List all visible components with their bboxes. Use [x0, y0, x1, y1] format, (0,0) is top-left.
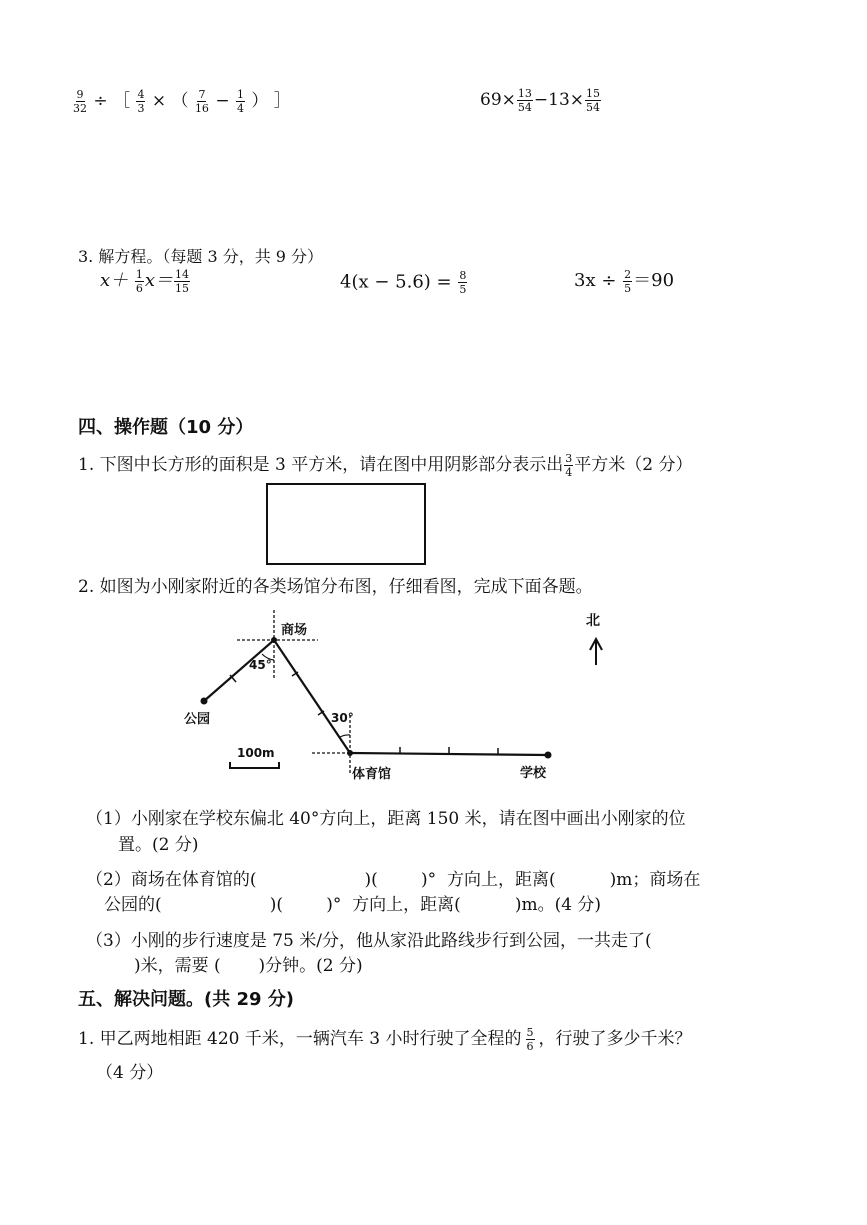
numerator: 14	[175, 267, 190, 281]
right-paren: ）	[251, 91, 269, 111]
section-5-heading: 五、解决问题。(共 29 分)	[78, 989, 295, 1010]
equation-1	[100, 266, 191, 294]
divide-sign: ÷	[93, 91, 108, 111]
gym-point	[347, 750, 353, 756]
fraction	[135, 269, 144, 294]
numerator: 1	[135, 267, 143, 281]
subquestion-3-line-1: （3）小刚的步行速度是 75 米/分，他从家沿此路线步行到公园，一共走了(	[86, 931, 652, 951]
path-mall-gym	[274, 640, 350, 753]
numerator: 15	[586, 87, 601, 100]
subquestion-2-line-1: （2）商场在体育馆的( )( )° 方向上，距离( )m；商场在	[86, 870, 701, 890]
denominator: 5	[459, 283, 467, 296]
section4-question-2: 2. 如图为小刚家附近的各类场馆分布图，仔细看图，完成下面各题。	[78, 577, 593, 597]
denominator: 6	[526, 1040, 534, 1053]
left-bracket: ［	[113, 91, 131, 111]
fraction	[174, 269, 190, 294]
question-3-title: 3. 解方程。（每题 3 分，共 9 分）	[78, 247, 324, 266]
park-point	[201, 698, 208, 705]
denominator: 3	[137, 102, 145, 115]
subquestion-1-line-2: 置。(2 分)	[118, 835, 199, 855]
numerator: 4	[137, 88, 145, 101]
fraction	[458, 270, 467, 295]
label-park: 公园	[184, 712, 211, 727]
expr-part: ＝90	[633, 270, 675, 291]
denominator: 5	[624, 281, 632, 295]
expr-part: x＝	[144, 270, 174, 291]
fraction	[517, 88, 533, 113]
angle-30-label: 30°	[331, 711, 354, 725]
expr-part: 3x ÷	[574, 270, 623, 291]
expr-part: 69×	[480, 90, 516, 110]
question-text: 平方米（2 分）	[574, 455, 693, 475]
section-4-heading: 四、操作题（10 分）	[78, 417, 254, 438]
numerator: 5	[526, 1026, 534, 1039]
subquestion-3-line-2: )米，需要 ( )分钟。(2 分)	[134, 956, 363, 976]
expression-2	[480, 88, 602, 113]
fraction	[136, 89, 145, 114]
subquestion-1-line-1: （1）小刚家在学校东偏北 40°方向上，距离 150 米，请在图中画出小刚家的位	[86, 809, 686, 829]
venue-map	[0, 600, 867, 790]
numerator: 9	[76, 88, 84, 101]
question-text: 1. 甲乙两地相距 420 千米，一辆汽车 3 小时行驶了全程的	[78, 1029, 522, 1049]
denominator: 54	[517, 101, 532, 114]
label-gym: 体育馆	[352, 767, 392, 782]
fraction	[236, 89, 245, 114]
scale-label: 100m	[237, 746, 275, 760]
numerator: 3	[565, 452, 573, 465]
fraction	[623, 269, 632, 294]
section5-question-1	[78, 1024, 692, 1052]
denominator: 4	[237, 102, 244, 115]
numerator: 2	[624, 267, 632, 281]
rectangle-figure[interactable]	[266, 483, 426, 565]
angle-45-label: 45°	[249, 658, 272, 672]
subquestion-2-line-2: 公园的( )( )° 方向上，距离( )m。(4 分)	[104, 895, 602, 915]
minus-sign: −	[215, 91, 230, 111]
school-point	[545, 752, 552, 759]
numerator: 8	[459, 269, 467, 282]
section5-question-1-score: （4 分）	[96, 1063, 164, 1083]
fraction	[526, 1027, 535, 1052]
fraction	[73, 89, 87, 114]
denominator: 4	[565, 466, 573, 479]
label-school: 学校	[520, 766, 547, 781]
denominator: 16	[194, 102, 209, 115]
right-bracket: ］	[273, 91, 291, 111]
expression-1	[72, 86, 291, 114]
numerator: 1	[237, 88, 244, 101]
denominator: 6	[135, 281, 143, 295]
expr-part: −13×	[533, 90, 585, 110]
left-paren: （	[171, 91, 189, 111]
times-sign: ×	[151, 91, 167, 111]
denominator: 32	[73, 102, 87, 115]
fraction	[564, 453, 573, 478]
section4-question-1	[78, 450, 692, 478]
scale-bar	[230, 762, 279, 768]
label-mall: 商场	[281, 623, 308, 638]
numerator: 13	[517, 87, 532, 100]
equation-3	[574, 266, 674, 294]
equation-2	[340, 270, 468, 295]
label-north: 北	[586, 613, 600, 629]
question-text: 1. 下图中长方形的面积是 3 平方米，请在图中用阴影部分表示出	[78, 455, 564, 475]
fraction	[585, 88, 601, 113]
mall-point	[271, 637, 277, 643]
angle-30-arc	[340, 735, 350, 737]
expr-part: 4(x − 5.6) =	[340, 271, 458, 293]
fraction	[195, 89, 209, 114]
numerator: 7	[198, 88, 206, 101]
expr-part: x＋	[100, 270, 134, 291]
question-text: ，行驶了多少千米？	[538, 1029, 692, 1049]
denominator: 15	[175, 281, 190, 295]
denominator: 54	[586, 101, 601, 114]
